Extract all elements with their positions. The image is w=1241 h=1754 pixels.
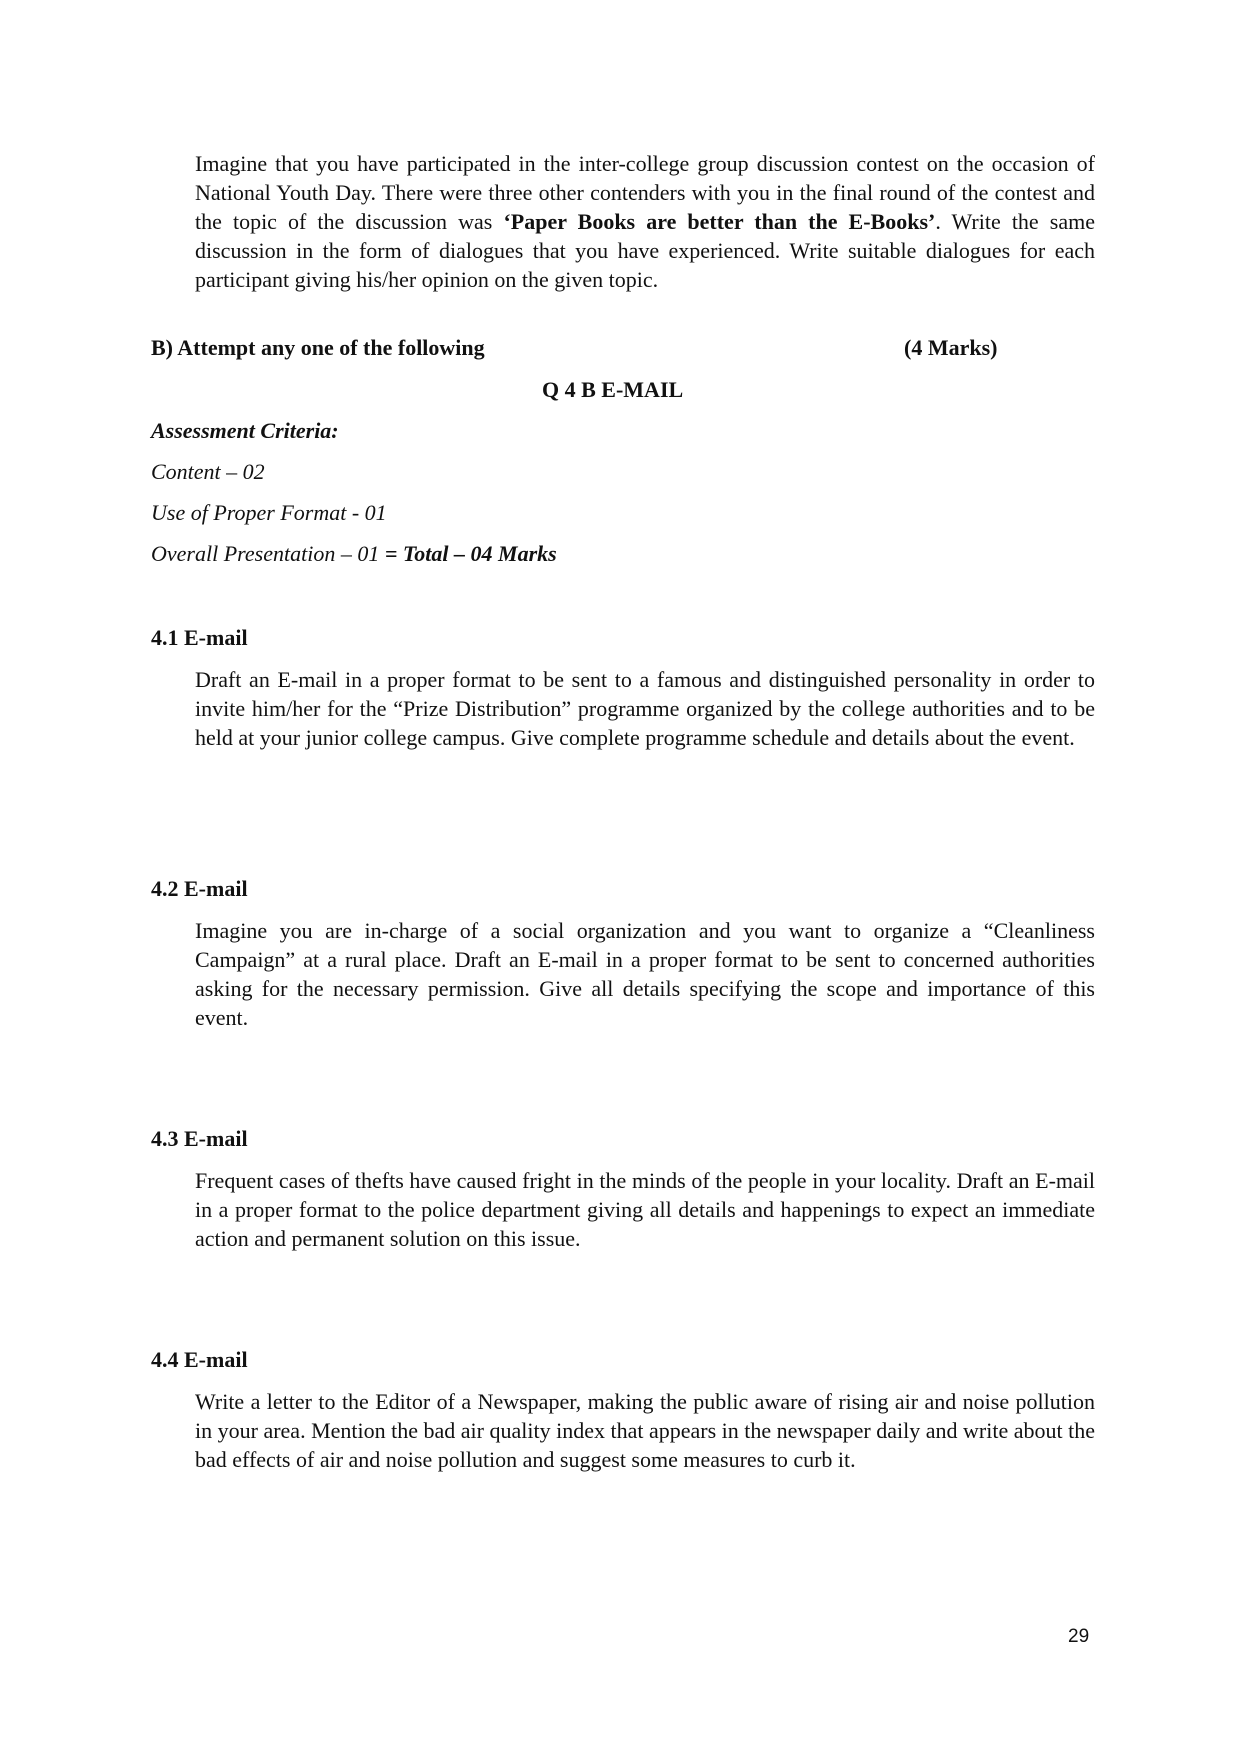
question-4-3-text: Frequent cases of thefts have caused fright in the minds of the people in your locality. Draft an E-mail in a proper format to the police department giving all details and happenings to expect an immediate action and permanent solution on this issue. — [195, 1168, 1095, 1251]
assessment-content: Content – 02 — [151, 459, 265, 484]
section-b-marks: (4 Marks) — [904, 335, 998, 360]
question-4-2-heading: 4.2 E-mail — [151, 876, 248, 901]
question-4-1-heading: 4.1 E-mail — [151, 625, 248, 650]
question-title: Q 4 B E-MAIL — [542, 377, 684, 402]
question-4-4-heading: 4.4 E-mail — [151, 1347, 248, 1372]
question-4-1-text: Draft an E-mail in a proper format to be sent to a famous and distinguished personality in order to invite him/her for the “Prize Distribution” programme organized by the college authorities and to be held at your junior college campus. Give complete programme schedule and details about the event. — [195, 667, 1095, 750]
intro-paragraph — [195, 149, 1095, 294]
assessment-total: = Total – 04 Marks — [384, 541, 557, 566]
discussion-topic: ‘Paper Books are better than the E-Books’ — [503, 209, 936, 234]
intro-text-before: Imagine that you have participated in the inter-college group discussion contest on the occasion of National Youth Day. There were three other contenders with you in the final round of the contest and the topic of the discussion was — [195, 151, 1095, 234]
intro-text-after: . Write the same discussion in the form of dialogues that you have experienced. Write suitable dialogues for each participant giving his/her opinion on the given topic. — [195, 209, 1095, 292]
assessment-presentation: Overall Presentation – 01 — [151, 541, 385, 566]
assessment-format: Use of Proper Format - 01 — [151, 500, 387, 525]
question-4-3-heading: 4.3 E-mail — [151, 1126, 248, 1151]
section-b-label: B) Attempt any one of the following — [151, 335, 485, 360]
assessment-presentation-line — [151, 539, 557, 569]
page-number: 29 — [1068, 1626, 1090, 1647]
question-4-2-text: Imagine you are in-charge of a social organization and you want to organize a “Cleanliness Campaign” at a rural place. Draft an E-mail in a proper format to be sent to concerned authorities asking for the necessary permission. Give all details specifying the scope and importance of this event. — [195, 918, 1095, 1030]
assessment-heading: Assessment Criteria: — [151, 418, 339, 443]
question-4-4-text: Write a letter to the Editor of a Newspaper, making the public aware of rising air and noise pollution in your area. Mention the bad air quality index that appears in the newspaper daily and write about the bad effects of air and noise pollution and suggest some measures to curb it. — [195, 1389, 1095, 1472]
